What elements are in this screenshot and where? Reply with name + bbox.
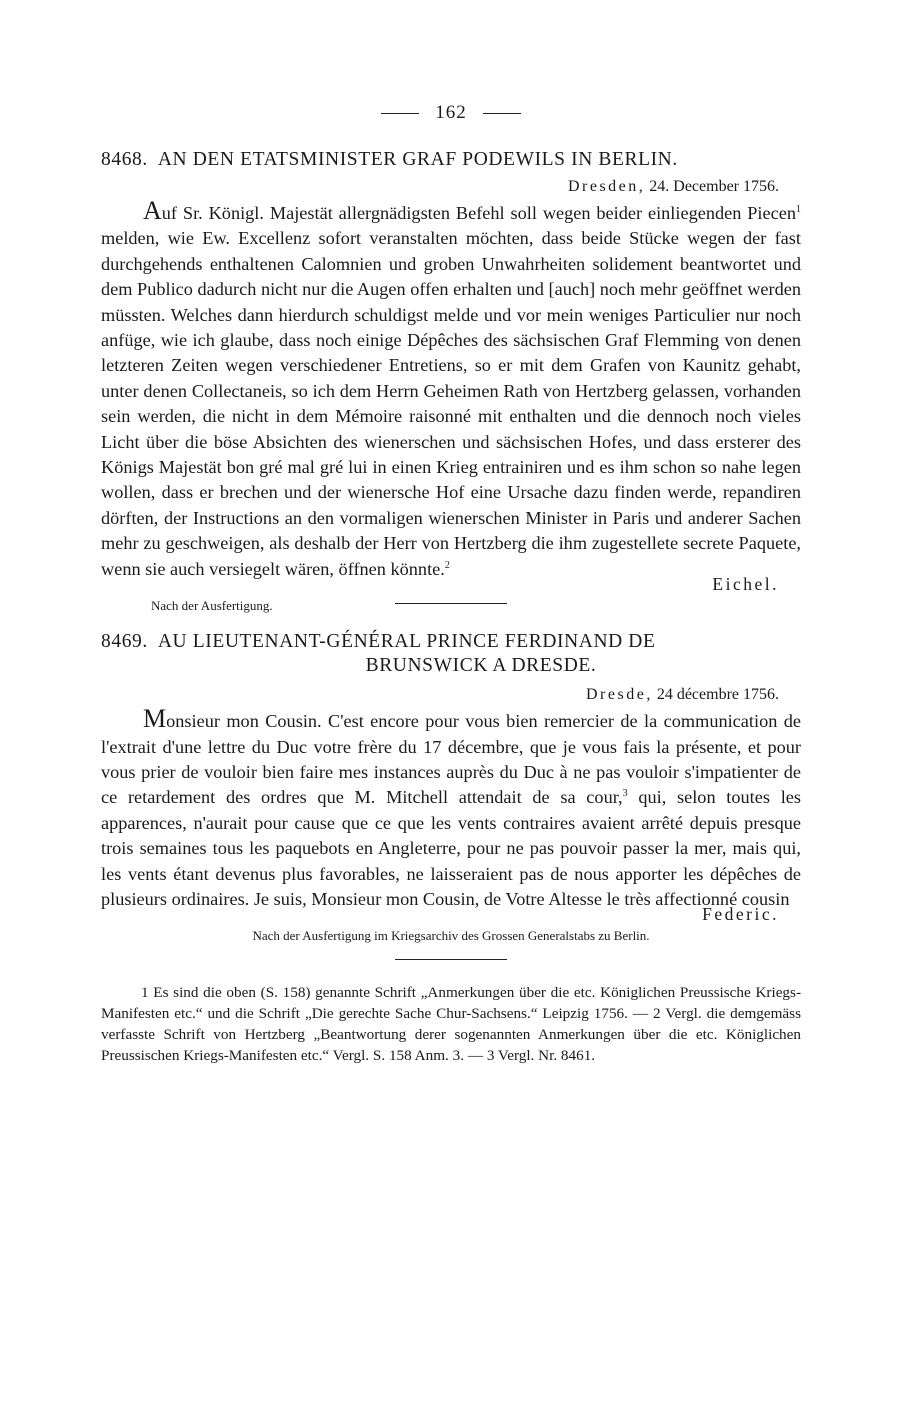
letter-8468-signature: Eichel. xyxy=(712,574,779,595)
letter-8469-date: 24 décembre 1756. xyxy=(656,686,779,704)
letter-8468-initial: A xyxy=(143,196,162,225)
footnotes xyxy=(101,982,801,1066)
page-number-dash-right xyxy=(483,113,521,114)
letter-8469-heading-line2: BRUNSWICK A DRESDE. xyxy=(365,655,597,677)
page-number xyxy=(101,102,801,134)
letter-8468-heading xyxy=(101,148,801,172)
letter-8469-dateline xyxy=(101,684,801,706)
letter-8469-title-line1: AU LIEUTENANT-GÉNÉRAL PRINCE FERDINAND DE xyxy=(157,631,656,653)
footnote-ref-1[interactable]: 1 xyxy=(796,203,801,215)
letter-8469-heading-line1 xyxy=(101,630,801,654)
letter-8468-paragraph xyxy=(101,198,801,582)
letter-8469-text-a: onsieur mon Cousin. C'est encore pour vous bien remercier de la communication de l'extrait d'une lettre du Duc votre frère du 17 décembre, que je vous fais la présente, et pour vous prier de vouloir bien faire mes instances auprès du Duc à ne pas vouloir s'impatienter de ce retardement des ordres que M. Mitchell attendait de sa cour, xyxy=(101,711,801,808)
letter-8468-title: AN DEN ETATSMINISTER GRAF PODEWILS IN BERLIN. xyxy=(157,149,678,170)
letter-8468-dateline xyxy=(101,176,801,198)
footnote-text: 1 Es sind die oben (S. 158) genannte Schrift „Anmerkungen über die etc. Königlichen Preussische Kriegs-Manifesten etc.“ und die Schrift „Die gerechte Sache Chur-Sachsens.“ Leipzig 1756. — 2 Vergl. die demgemäss verfasste Schrift von Hertzberg „Beantwortung derer sogenannten Anmerkungen über die etc. Königlichen Preussischen Kriegs-Manifesten etc.“ Vergl. S. 158 Anm. 3. — 3 Vergl. Nr. 8461. xyxy=(101,984,801,1065)
letter-8469-text-b: qui, selon toutes les apparences, n'aurait pour cause que ce que les vents contraires avaient arrêté depuis presque trois semaines tous les paquebots en Angleterre, pour ne pas pouvoir passer la mer, mais qui, les vents étant devenus plus favorables, ne laisseraient pas de nous apporter les dépêches de plusieurs ordinaires. Je suis, Monsieur mon Cousin, de Votre Altesse le très affectionné cousin xyxy=(101,787,801,909)
letter-8469-signature: Federic. xyxy=(702,904,779,925)
letter-8469-paragraph xyxy=(101,706,801,912)
letter-8469-initial: M xyxy=(143,704,167,734)
letter-8468-source: Nach der Ausfertigung. xyxy=(151,598,273,614)
letter-8469-heading xyxy=(101,630,801,678)
letter-8468-number: 8468. xyxy=(101,149,148,170)
letter-8469-place: Dresde, xyxy=(586,686,653,704)
letter-8469-number: 8469. xyxy=(101,631,148,653)
footnote-ref-2[interactable]: 2 xyxy=(444,559,450,571)
page-number-text: 162 xyxy=(435,102,467,123)
letter-8468-text-b: melden, wie Ew. Excellenz sofort veranstalten möchten, dass beide Stücke wegen der fast durchgehends enthaltenen Calomnien und groben Unwahrheiten solidement beantwortet und dem Publico dadurch nicht nur die Augen offen erhalten und [auch] noch mehr geöffnet werden müssten. Welches dann hierdurch schuldigst melde und vor mein weniges Particulier nur noch anfüge, wie ich glaube, dass noch einige Dépêches des sächsischen Graf Flemming von denen letzteren Zeiten wegen verschiedener Entretiens, so er mit dem Grafen von Kaunitz gehabt, unter denen Collectaneis, so ich dem Herrn Geheimen Rath von Hertzberg gelassen, vorhanden sein werden, die nicht in dem Mémoire raisonné mit enthalten und die dennoch noch vieles Licht über die böse Absichten des wienerschen und sächsischen Hofes, und dass ersterer des Königs Majestät bon gré mal gré lui in einen Krieg entrainiren und es ihm schon so nahe legen wollen, dass er brechen und der wienersche Hof eine Ursache dazu finden werde, repandiren dörften, der Instructions an den vormaligen wienerschen Minister in Paris und anderer Sachen mehr zu geschweigen, als deshalb der Herr von Hertzberg die ihm zugestellete secrete Paquete, wenn sie auch versiegelt wären, öffnen könnte. xyxy=(101,228,801,579)
letter-8468-date: 24. December 1756. xyxy=(649,178,779,195)
letter-8469-body xyxy=(101,706,801,912)
footnote-ref-3[interactable]: 3 xyxy=(622,788,628,800)
footnote-divider xyxy=(395,959,507,960)
letter-8468-body xyxy=(101,198,801,582)
letter-8468-place: Dresden, xyxy=(567,178,646,195)
document-page xyxy=(101,102,801,1066)
page-number-dash-left xyxy=(381,113,419,114)
letter-8468-text-a: uf Sr. Königl. Majestät allergnädigsten Befehl soll wegen beider einliegenden Piecen xyxy=(161,203,796,223)
section-divider xyxy=(395,603,507,604)
letter-8469-source: Nach der Ausfertigung im Kriegsarchiv des Grossen Generalstabs zu Berlin. xyxy=(252,928,650,944)
